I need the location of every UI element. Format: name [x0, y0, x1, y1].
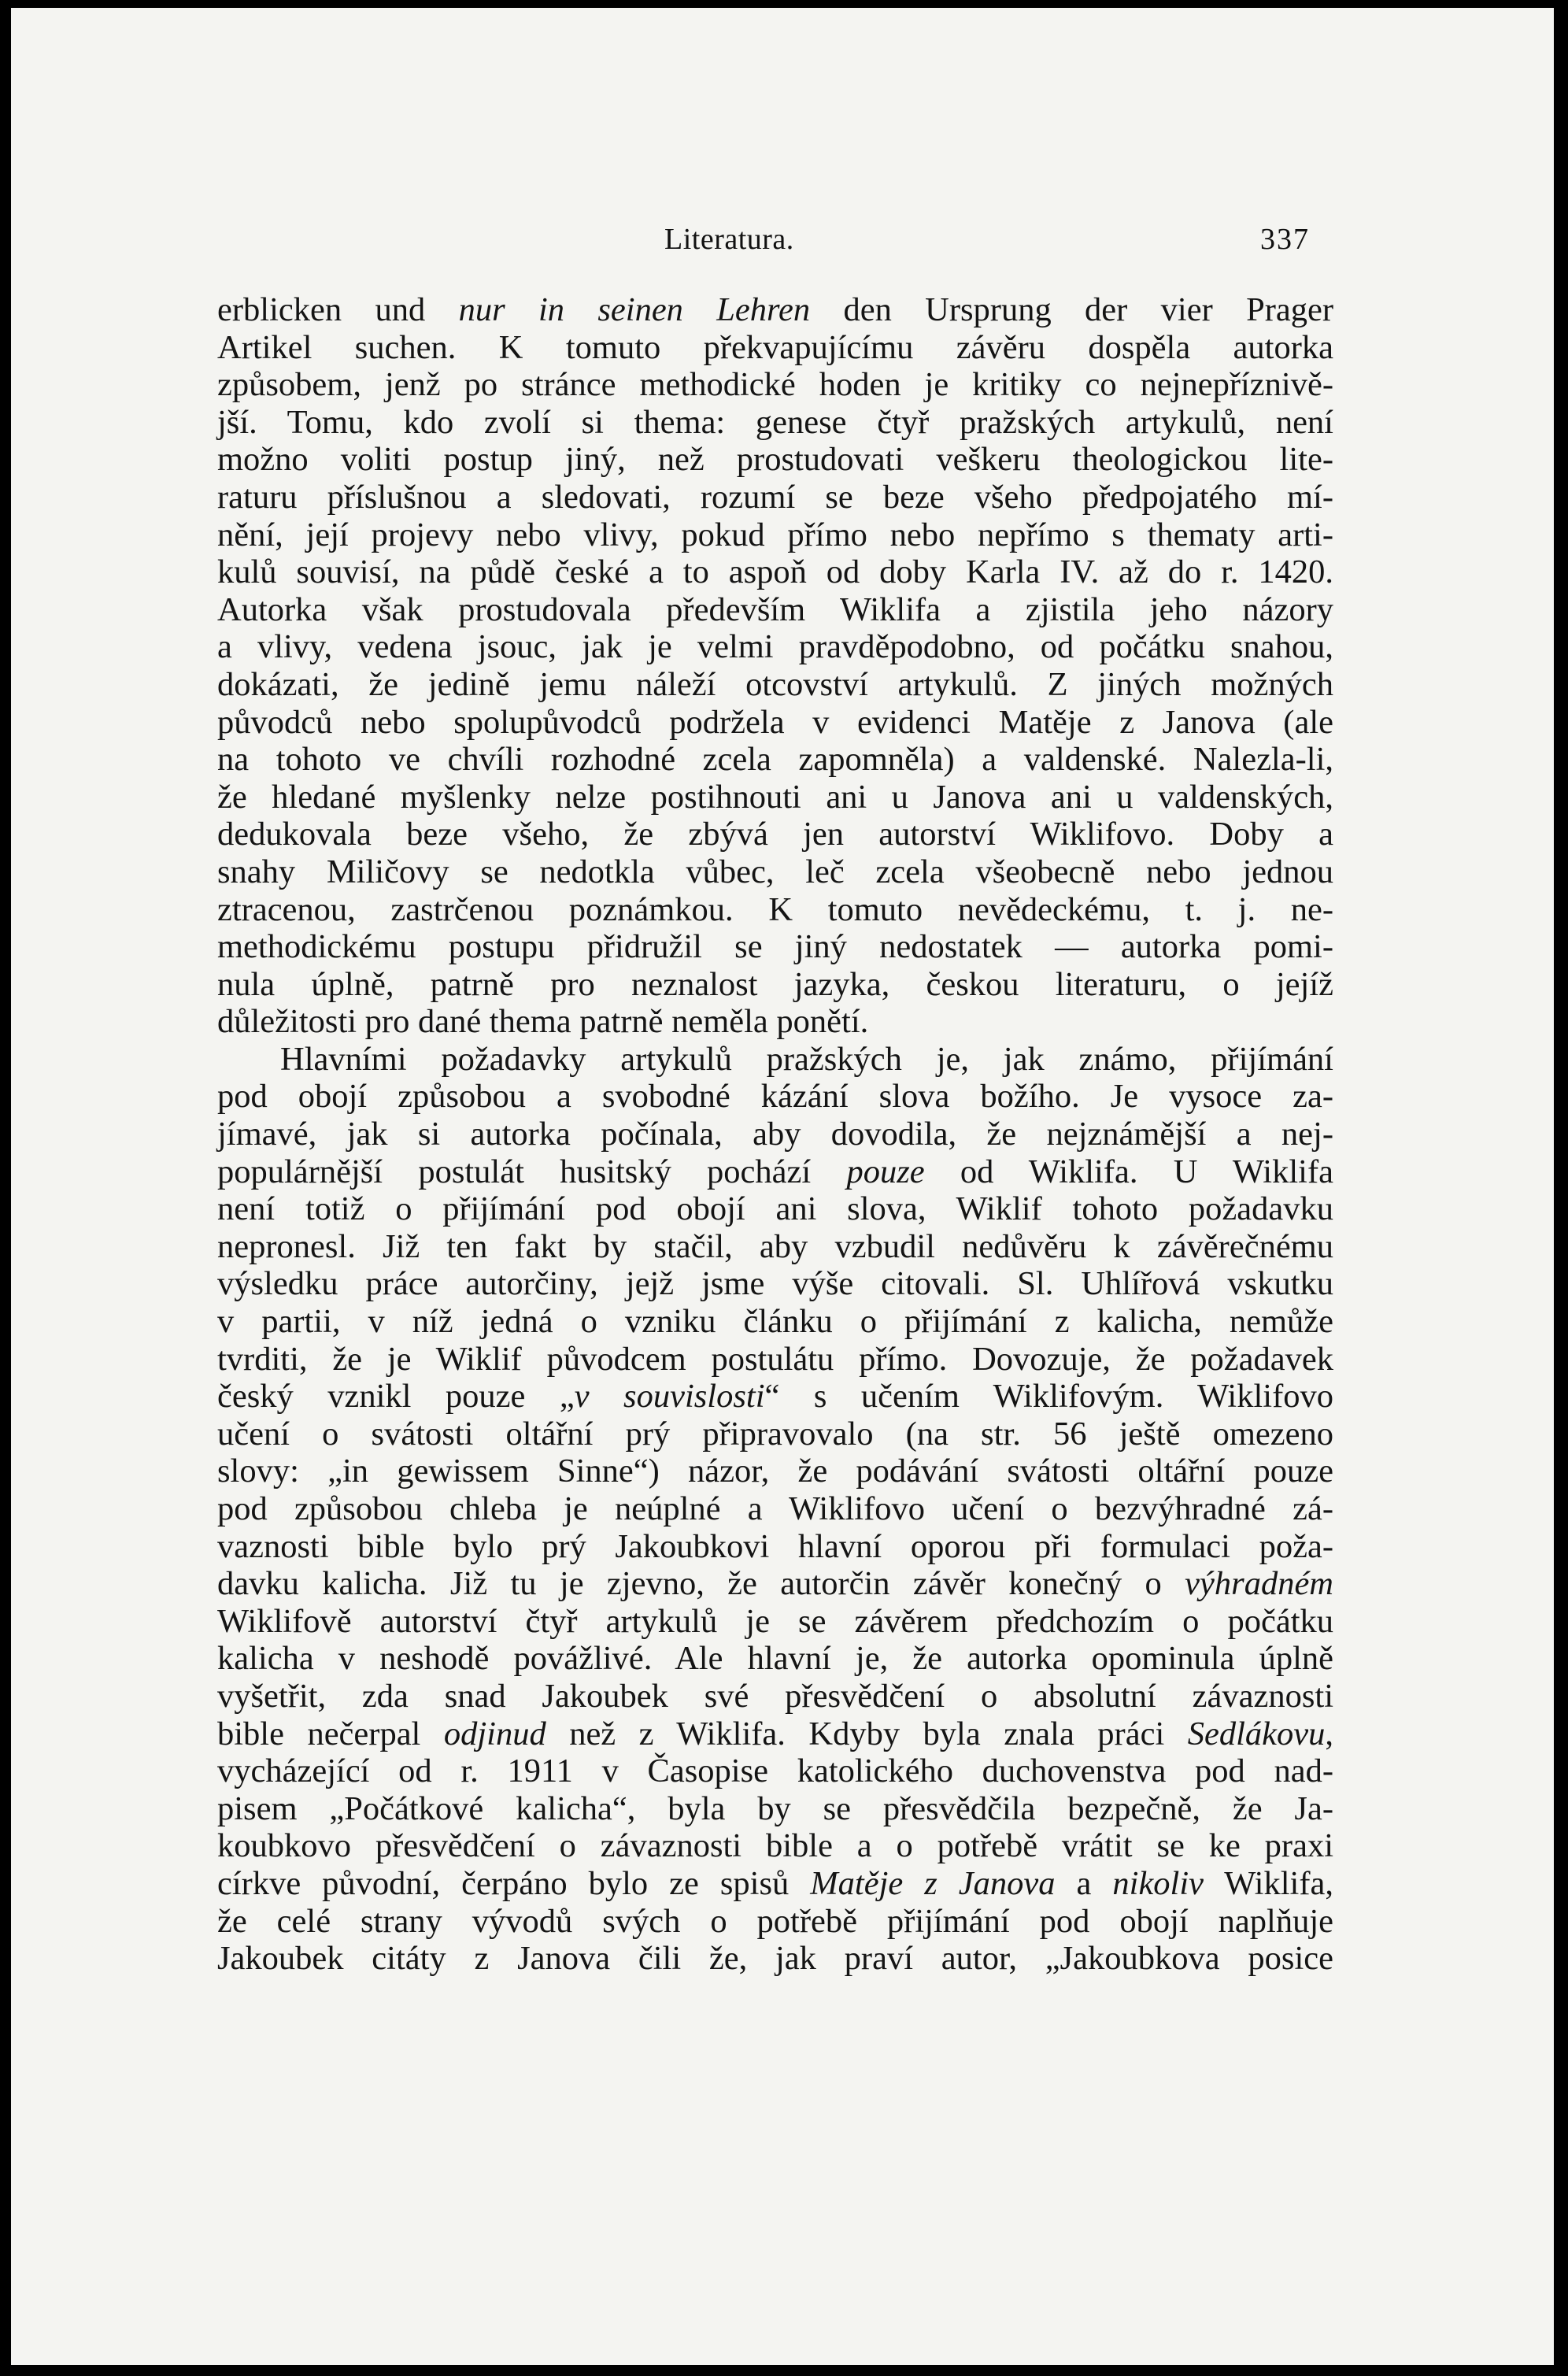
text-line: jímavé, jak si autorka počínala, aby dovodila, že nejznámější a nej- [217, 1116, 1333, 1153]
text-line: původců nebo spolupůvodců podržela v evidenci Matěje z Janova (ale [217, 703, 1333, 741]
running-title: Literatura. [664, 223, 794, 256]
text-line: není totiž o přijímání pod obojí ani slova, Wiklif tohoto požadavku [217, 1190, 1333, 1228]
text-line: důležitosti pro dané thema patrně neměla ponětí. [217, 1003, 869, 1041]
text-line: ztracenou, zastrčenou poznámkou. K tomuto nevědeckému, t. j. ne- [217, 890, 1333, 928]
text-line: vycházející od r. 1911 v Časopise katolického duchovenstva pod nad- [217, 1752, 1333, 1790]
page-number: 337 [1260, 223, 1310, 256]
text-line: populárnější postulát husitský pochází pouze od Wiklifa. U Wiklifa [217, 1153, 1333, 1190]
text-line: způsobem, jenž po stránce methodické hoden je kritiky co nejnepříznivě- [217, 366, 1333, 404]
text-line: kalicha v neshodě povážlivé. Ale hlavní je, že autorka opominula úplně [217, 1640, 1333, 1678]
text-line: snahy Miličovy se nedotkla vůbec, leč zcela všeobecně nebo jednou [217, 853, 1333, 890]
text-line: slovy: „in gewissem Sinne“) názor, že podávání svátosti oltářní pouze [217, 1453, 1333, 1490]
text-line: nění, její projevy nebo vlivy, pokud přímo nebo nepřímo s thematy arti- [217, 516, 1333, 553]
text-line: kulů souvisí, na půdě české a to aspoň od doby Karla IV. až do r. 1420. [217, 553, 1333, 591]
text-line: jší. Tomu, kdo zvolí si thema: genese čtyř pražských artykulů, není [217, 403, 1333, 441]
text-line: dokázati, že jedině jemu náleží otcovství artykulů. Z jiných možných [217, 665, 1333, 703]
text-line: dedukovala beze všeho, že zbývá jen autorství Wiklifovo. Doby a [217, 816, 1333, 853]
text-line: Artikel suchen. K tomuto překvapujícímu závěru dospěla autorka [217, 328, 1333, 366]
text-line: nula úplně, patrně pro neznalost jazyka, českou literaturu, o jejíž [217, 965, 1333, 1003]
text-line: Jakoubek citáty z Janova čili že, jak praví autor, „Jakoubkova posice [217, 1940, 1333, 1978]
text-line: vyšetřit, zda snad Jakoubek své přesvědčení o absolutní závaznosti [217, 1677, 1333, 1715]
text-line: církve původní, čerpáno bylo ze spisů Matěje z Janova a nikoliv Wiklifa, [217, 1864, 1334, 1902]
text-line: bible nečerpal odjinud než z Wiklifa. Kdyby byla znala práci Sedlákovu, [217, 1715, 1333, 1752]
text-line: davku kalicha. Již tu je zjevno, že autorčin závěr konečný o výhradném [217, 1565, 1333, 1603]
body-text [217, 291, 1333, 1978]
text-line: učení o svátosti oltářní prý připravovalo (na str. 56 ještě omezeno [217, 1415, 1333, 1453]
text-line: výsledku práce autorčiny, jejž jsme výše citovali. Sl. Uhlířová vskutku [217, 1265, 1333, 1303]
text-line: pod způsobou chleba je neúplné a Wiklifovo učení o bezvýhradné zá- [217, 1490, 1333, 1527]
text-line: vaznosti bible bylo prý Jakoubkovi hlavní oporou při formulaci poža- [217, 1527, 1333, 1565]
text-line: tvrditi, že je Wiklif původcem postulátu přímo. Dovozuje, že požadavek [217, 1340, 1333, 1378]
text-line: koubkovo přesvědčení o závaznosti bible a o potřebě vrátit se ke praxi [217, 1827, 1333, 1865]
text-line: Wiklifově autorství čtyř artykulů je se závěrem předchozím o počátku [217, 1602, 1333, 1640]
text-line: raturu příslušnou a sledovati, rozumí se beze všeho předpojatého mí- [217, 478, 1333, 516]
text-line: že hledané myšlenky nelze postihnouti ani u Janova ani u valdenských, [217, 778, 1333, 816]
text-line: nepronesl. Již ten fakt by stačil, aby vzbudil nedůvěru k závěrečnému [217, 1227, 1333, 1265]
text-line: pisem „Počátkové kalicha“, byla by se přesvědčila bezpečně, že Ja- [217, 1789, 1333, 1827]
text-line: pod obojí způsobou a svobodné kázání slova božího. Je vysoce za- [217, 1078, 1333, 1116]
text-line: methodickému postupu přidružil se jiný nedostatek — autorka pomi- [217, 928, 1333, 966]
text-line: Hlavními požadavky artykulů pražských je, jak známo, přijímání [280, 1040, 1333, 1078]
book-page [11, 8, 1554, 2365]
text-line: v partii, v níž jedná o vzniku článku o přijímání z kalicha, nemůže [217, 1303, 1333, 1341]
page-header [664, 222, 1310, 269]
text-line: možno voliti postup jiný, než prostudovati veškeru theologickou lite- [217, 441, 1333, 479]
text-line: Autorka však prostudovala především Wiklifa a zjistila jeho názory [217, 590, 1333, 628]
text-line: že celé strany vývodů svých o potřebě přijímání pod obojí naplňuje [217, 1902, 1333, 1940]
text-line: erblicken und nur in seinen Lehren den Ursprung der vier Prager [217, 291, 1334, 328]
text-line: na tohoto ve chvíli rozhodné zcela zapomněla) a valdenské. Nalezla-li, [217, 741, 1333, 779]
text-line: a vlivy, vedena jsouc, jak je velmi pravděpodobno, od počátku snahou, [217, 628, 1333, 666]
text-line: český vznikl pouze „v souvislosti“ s učením Wiklifovým. Wiklifovo [217, 1378, 1334, 1416]
